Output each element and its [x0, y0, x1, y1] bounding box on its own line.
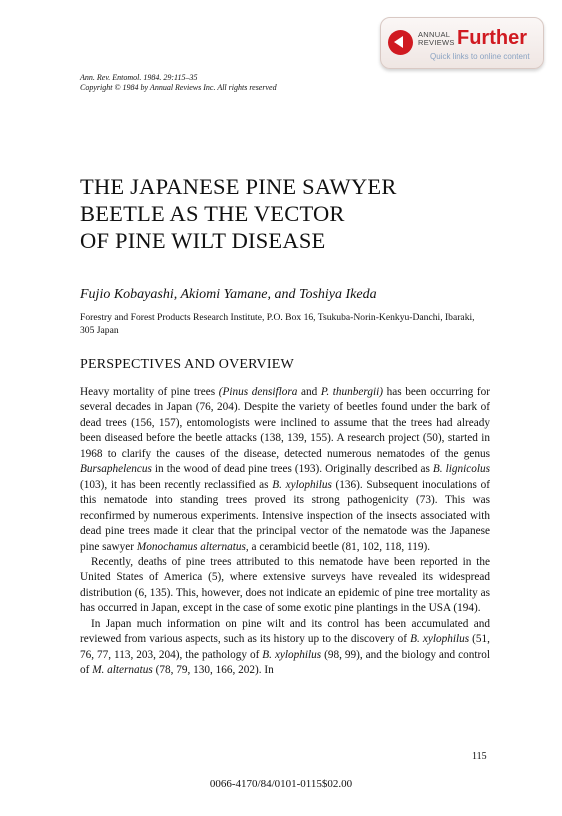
article-title: [80, 173, 397, 254]
badge-subtitle: Quick links to online content: [430, 52, 530, 61]
title-line-3: OF PINE WILT DISEASE: [80, 228, 326, 253]
citation-line-1: Ann. Rev. Entomol. 1984. 29:115–35: [80, 73, 198, 82]
annual-reviews-further-badge[interactable]: [380, 17, 544, 69]
badge-annual-text: ANNUAL: [418, 30, 451, 39]
title-line-1: THE JAPANESE PINE SAWYER: [80, 174, 397, 199]
page-number: 115: [472, 751, 487, 762]
article-body: [80, 385, 490, 679]
citation-line-2: Copyright © 1984 by Annual Reviews Inc. All rights reserved: [80, 83, 277, 92]
section-heading: PERSPECTIVES AND OVERVIEW: [80, 357, 294, 372]
paragraph: In Japan much information on pine wilt and its control has been accumulated and reviewed from various aspects, such as its history up to the discovery of B. xylophilus (51, 76, 77, 113, 203, 204), the pathology of B. xylophilus (98, 99), and the biology and control of M. alternatus (78, 79, 130, 166, 202). In: [80, 617, 490, 677]
play-arrow-icon: [388, 30, 413, 55]
paragraph: Recently, deaths of pine trees attributed to this nematode have been reported in the United States of America (5), where extensive surveys have revealed its widespread distribution (6, 135). This, however, does not indicate an epidemic of pine tree mortality as has occurred in Japan, except in the case of some exotic pine plantings in the USA (194).: [80, 555, 490, 615]
paragraph: Heavy mortality of pine trees (Pinus densiflora and P. thunbergii) has been occurring for several decades in Japan (76, 204). Despite the variety of beetles found under the bark of dead trees (156, 157), entomologists were inclined to assume that the trees had already been diseased before the beetle attacks (138, 139, 155). A research project (50), started in 1968 to clarify the causes of the disease, detected numerous nematodes of the genus Bursaphelencus in the wood of dead pine trees (193). Originally described as B. lignicolus (103), it has been recently reclassified as B. xylophilus (136). Subsequent inoculations of this nematode into standing trees proved its strong pathogenicity (73). This was reconfirmed by numerous experiments. Intensive inspection of the insects associated with dead pine trees made it clear that the principal vector of the nematode was the Japanese pine sawyer Monochamus alternatus, a cerambicid beetle (81, 102, 118, 119).: [80, 386, 490, 553]
badge-reviews-text: REVIEWS: [418, 38, 455, 47]
journal-citation: [80, 73, 277, 93]
footer-article-code: 0066-4170/84/0101-0115$02.00: [209, 778, 353, 790]
author-affiliation: Forestry and Forest Products Research Institute, P.O. Box 16, Tsukuba-Norin-Kenkyu-Danchi, Ibaraki, 305 Japan: [80, 312, 475, 336]
badge-annual-reviews-label: [418, 31, 455, 47]
badge-further-text: Further: [457, 27, 527, 49]
author-list: Fujio Kobayashi, Akiomi Yamane, and Toshiya Ikeda: [80, 287, 377, 302]
title-line-2: BEETLE AS THE VECTOR: [80, 201, 345, 226]
